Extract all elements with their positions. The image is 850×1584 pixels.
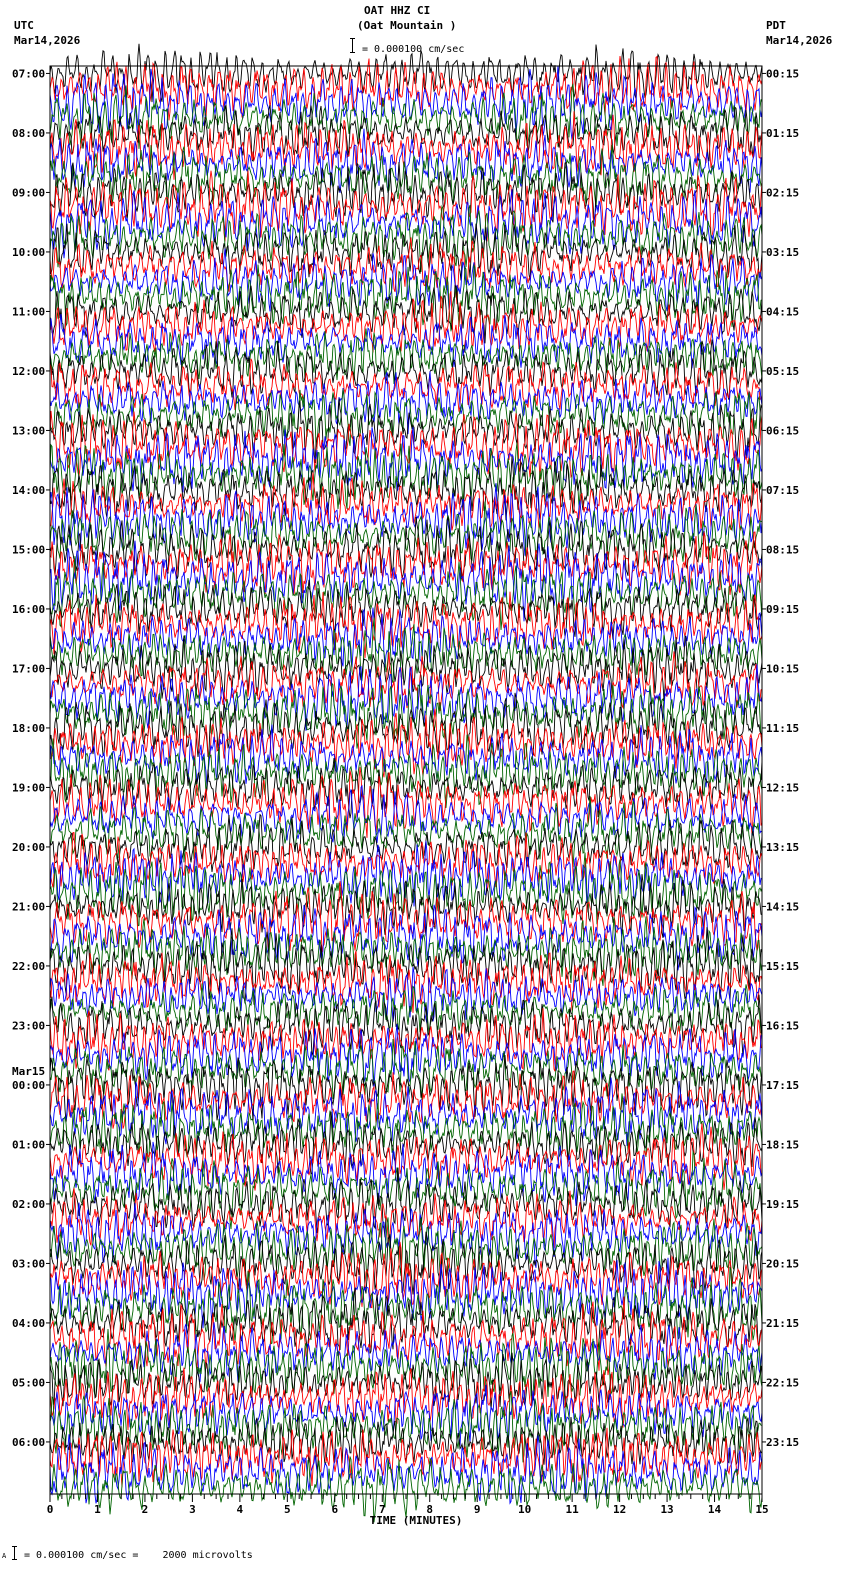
right-time-label: 14:15 [766, 900, 800, 914]
left-time-label: 16:00 [12, 602, 46, 616]
trace-line [50, 84, 762, 149]
right-time-label: 02:15 [766, 186, 800, 200]
x-axis-label: TIME (MINUTES) [369, 1514, 463, 1527]
left-time-label: 12:00 [12, 364, 46, 378]
left-time-label: 13:00 [12, 424, 46, 438]
x-tick-label: 9 [473, 1503, 481, 1516]
right-time-label: 08:15 [766, 543, 800, 557]
left-timezone: UTC [14, 19, 34, 32]
footer-scale-bar [14, 1546, 15, 1560]
trace-line [50, 398, 762, 463]
station-location: (Oat Mountain ) [357, 19, 457, 32]
right-time-label: 10:15 [766, 662, 800, 676]
left-time-label: 04:00 [12, 1316, 46, 1330]
left-time-label: 14:00 [12, 483, 46, 497]
x-tick-label: 3 [189, 1503, 196, 1516]
trace-group [50, 44, 762, 1523]
left-time-label: 07:00 [12, 67, 46, 81]
x-tick-label: 7 [378, 1503, 386, 1516]
trace-line [50, 1123, 762, 1190]
x-tick-label: 0 [46, 1503, 54, 1516]
station-title: OAT HHZ CI [364, 4, 431, 17]
left-time-label: 02:00 [12, 1197, 46, 1211]
footer-scale-text: = 0.000100 cm/sec = 2000 microvolts [24, 1550, 253, 1561]
right-time-label: 11:15 [766, 721, 800, 735]
left-date: Mar14,2026 [14, 34, 81, 47]
left-time-label: 19:00 [12, 781, 46, 795]
right-time-label: 06:15 [766, 424, 800, 438]
left-time-label: 15:00 [12, 543, 46, 557]
right-time-label: 19:15 [766, 1197, 800, 1211]
trace-line [50, 556, 762, 630]
left-time-label: 11:00 [12, 305, 46, 319]
right-time-label: 15:15 [766, 959, 800, 973]
x-tick-label: 4 [236, 1503, 244, 1516]
right-time-label: 03:15 [766, 245, 800, 259]
right-time-label: 13:15 [766, 840, 800, 854]
x-tick-label: 10 [518, 1503, 532, 1516]
x-tick-label: 6 [331, 1503, 339, 1516]
x-tick-label: 11 [565, 1503, 579, 1516]
x-tick-label: 12 [612, 1503, 627, 1516]
left-time-label: 05:00 [12, 1376, 46, 1390]
right-time-label: 21:15 [766, 1316, 800, 1330]
left-time-label: 09:00 [12, 186, 46, 200]
right-time-label: 09:15 [766, 602, 800, 616]
left-time-label: 23:00 [12, 1019, 46, 1033]
left-time-label: 22:00 [12, 959, 46, 973]
right-time-label: 07:15 [766, 483, 800, 497]
right-time-label: 22:15 [766, 1376, 800, 1390]
left-time-label: 08:00 [12, 126, 46, 140]
footer-scale-cap-top [12, 1546, 17, 1547]
right-date: Mar14,2026 [766, 34, 833, 47]
x-tick-label: 1 [94, 1503, 101, 1516]
right-time-label: 00:15 [766, 67, 800, 81]
right-timezone: PDT [766, 19, 786, 32]
time-axis [47, 1494, 769, 1527]
left-time-label: 06:00 [12, 1435, 46, 1449]
x-tick-label: 14 [707, 1503, 722, 1516]
left-time-label: 21:00 [12, 900, 46, 914]
x-tick-label: 13 [660, 1503, 674, 1516]
x-tick-label: 15 [755, 1503, 769, 1516]
right-time-label: 17:15 [766, 1078, 800, 1092]
header-scale-text: = 0.000100 cm/sec [362, 44, 465, 55]
left-time-label: 17:00 [12, 662, 46, 676]
date-change-label: Mar15 [12, 1064, 46, 1078]
right-time-label: 23:15 [766, 1435, 800, 1449]
left-time-label: 03:00 [12, 1257, 46, 1271]
x-tick-label: 2 [141, 1503, 149, 1516]
right-time-label: 01:15 [766, 126, 800, 140]
footer-scale-cap-bottom [12, 1559, 17, 1560]
footer-prefix: A [2, 1552, 7, 1560]
right-time-label: 05:15 [766, 364, 800, 378]
right-time-label: 16:15 [766, 1019, 800, 1033]
left-time-label: 01:00 [12, 1138, 46, 1152]
left-time-label: 00:00 [12, 1078, 46, 1092]
left-time-label: 18:00 [12, 721, 46, 735]
x-tick-label: 5 [284, 1503, 291, 1516]
x-tick-label: 8 [426, 1503, 434, 1516]
right-time-label: 12:15 [766, 781, 800, 795]
left-time-label: 20:00 [12, 840, 46, 854]
right-time-label: 20:15 [766, 1257, 800, 1271]
left-time-label: 10:00 [12, 245, 46, 259]
right-time-label: 04:15 [766, 305, 800, 319]
right-time-label: 18:15 [766, 1138, 800, 1152]
